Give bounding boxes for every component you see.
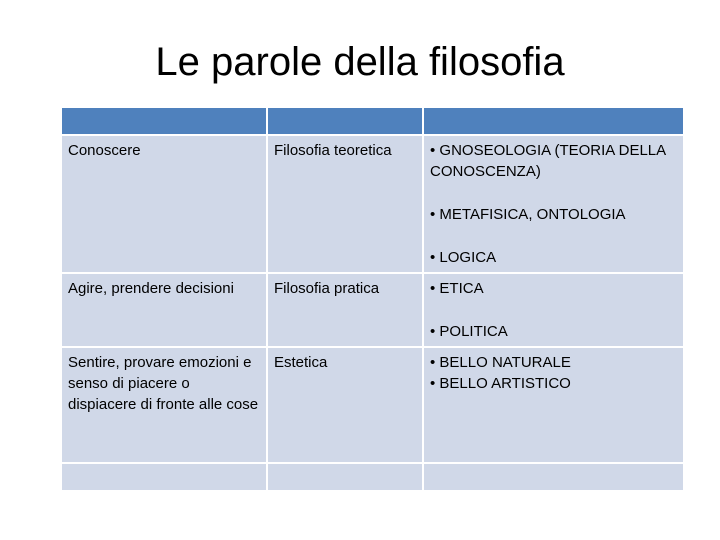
header-cell [267, 107, 423, 135]
topic-item: • BELLO ARTISTICO [430, 375, 571, 392]
topics-cell [423, 347, 684, 463]
philosophy-table [60, 106, 685, 492]
activity-cell: Agire, prendere decisioni [61, 273, 267, 347]
table-header-row [61, 107, 684, 135]
topic-item: • METAFISICA, ONTOLOGIA [430, 206, 626, 223]
activity-cell: Sentire, provare emozioni e senso di piacere o dispiacere di fronte alle cose [61, 347, 267, 463]
topic-item: • LOGICA [430, 249, 497, 266]
discipline-cell: Filosofia teoretica [267, 135, 423, 273]
topics-cell [423, 273, 684, 347]
header-cell [423, 107, 684, 135]
topics-cell [423, 135, 684, 273]
topic-item: • ETICA [430, 280, 484, 297]
activity-cell: Conoscere [61, 135, 267, 273]
table-row [61, 273, 684, 347]
slide-title: Le parole della filosofia [155, 40, 565, 84]
discipline-cell: Estetica [267, 347, 423, 463]
empty-cell [61, 463, 267, 491]
discipline-cell: Filosofia pratica [267, 273, 423, 347]
table-row-empty [61, 463, 684, 491]
table-row [61, 347, 684, 463]
topic-item: • GNOSEOLOGIA (TEORIA DELLA CONOSCENZA) [430, 142, 666, 180]
table-row [61, 135, 684, 273]
empty-cell [267, 463, 423, 491]
empty-cell [423, 463, 684, 491]
topic-item: • POLITICA [430, 323, 508, 340]
header-cell [61, 107, 267, 135]
topic-item: • BELLO NATURALE [430, 354, 571, 371]
